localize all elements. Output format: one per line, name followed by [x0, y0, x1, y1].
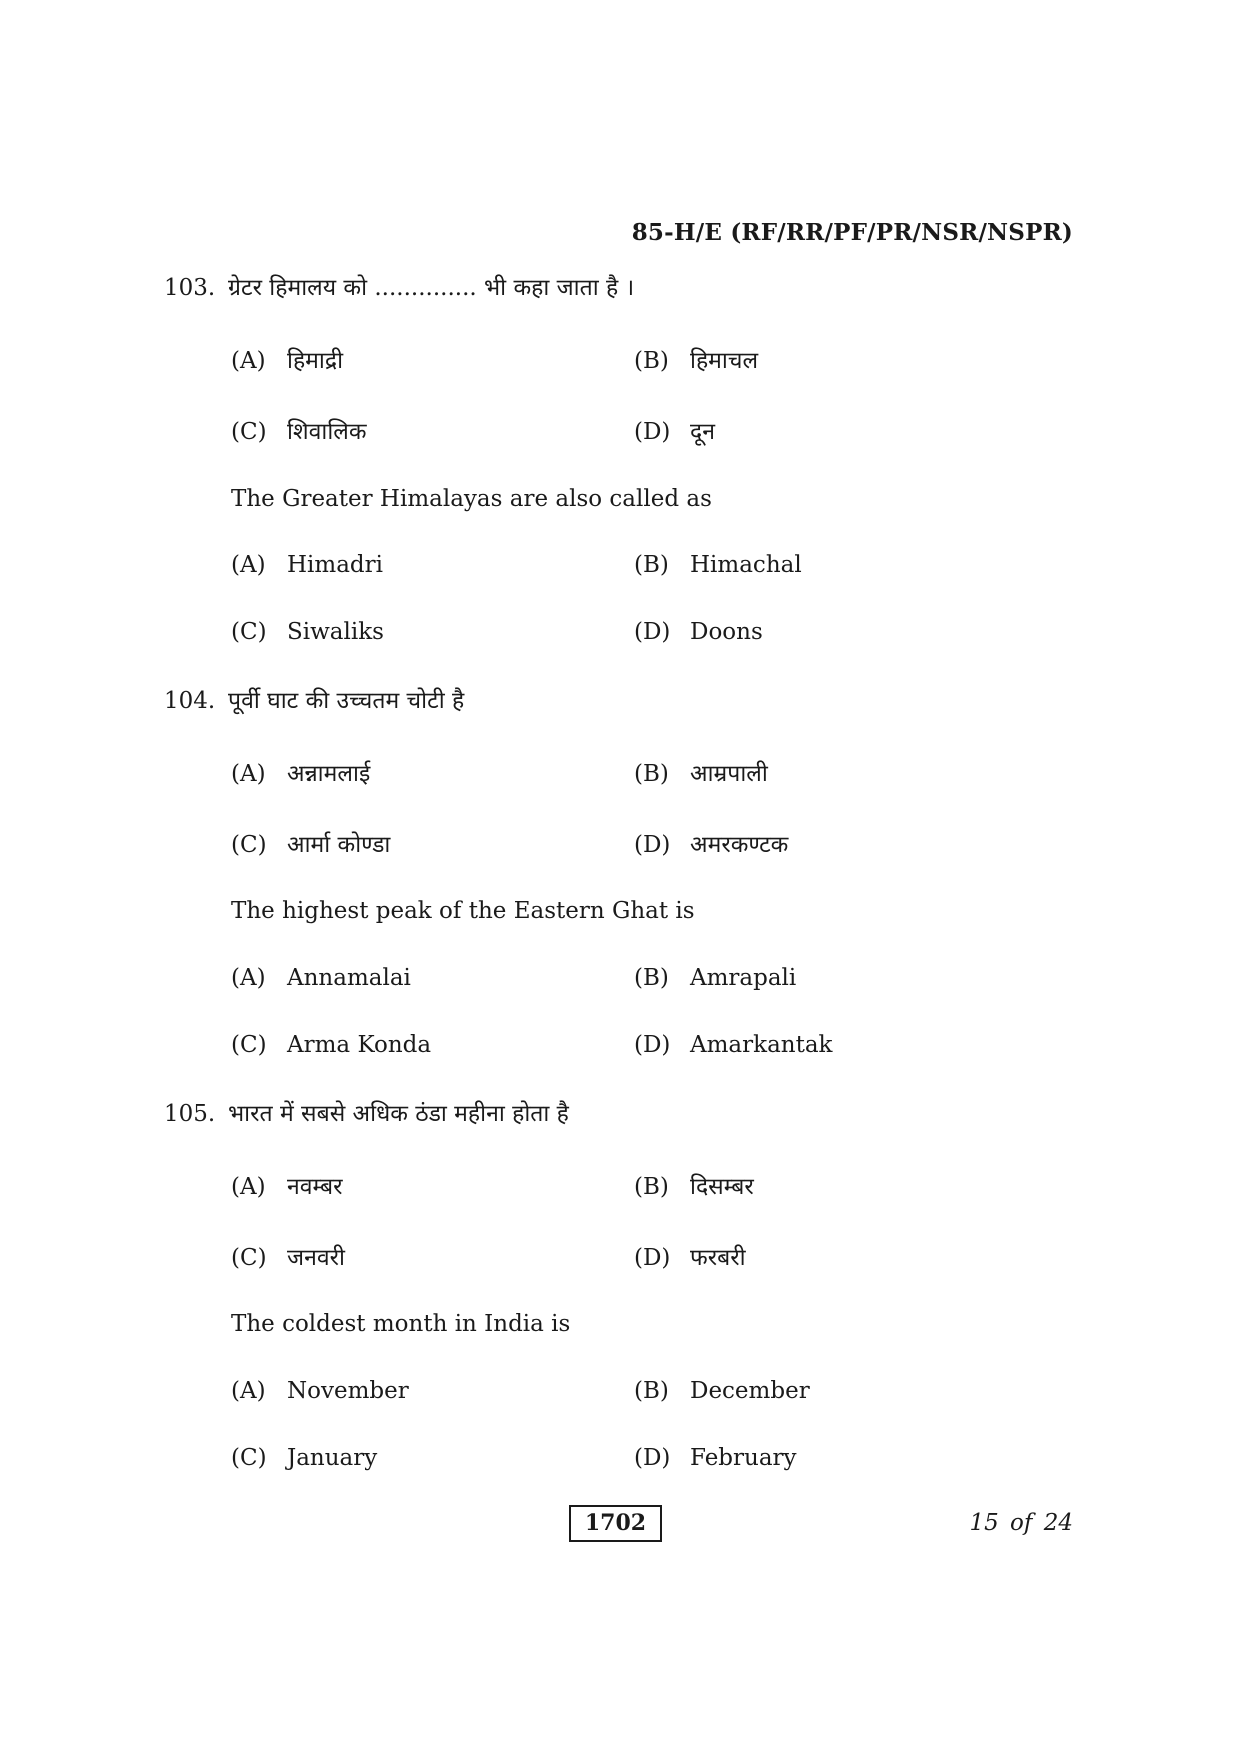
- option-a-english: (A) Himadri: [231, 552, 384, 578]
- question-text-english: The Greater Himalayas are also called as: [231, 486, 712, 512]
- question-number: 104.: [164, 688, 216, 714]
- option-a-english: (A) November: [231, 1378, 409, 1404]
- question-103-hindi: [164, 270, 634, 302]
- option-d-hindi: (D) दून: [634, 419, 715, 445]
- question-text-hindi: ग्रेटर हिमालय को .............. भी कहा जाता है ।: [228, 275, 635, 301]
- question-number: 105.: [164, 1101, 216, 1127]
- option-c-hindi: (C) आर्मा कोण्डा: [231, 832, 391, 858]
- option-c-english: (C) January: [231, 1445, 378, 1471]
- option-c-hindi: (C) जनवरी: [231, 1245, 345, 1271]
- paper-code: 85-H/E (RF/RR/PF/PR/NSR/NSPR): [631, 219, 1073, 246]
- option-b-english: (B) Himachal: [634, 552, 802, 578]
- option-d-english: (D) February: [634, 1445, 797, 1471]
- option-c-english: (C) Arma Konda: [231, 1032, 432, 1058]
- question-105-hindi: [164, 1096, 569, 1128]
- option-a-hindi: (A) नवम्बर: [231, 1174, 343, 1200]
- option-a-hindi: (A) अन्नामलाई: [231, 761, 371, 787]
- option-b-hindi: (B) हिमाचल: [634, 348, 759, 374]
- option-b-english: (B) December: [634, 1378, 810, 1404]
- question-104-hindi: [164, 683, 464, 715]
- option-b-hindi: (B) दिसम्बर: [634, 1174, 754, 1200]
- option-d-hindi: (D) अमरकण्टक: [634, 832, 789, 858]
- option-a-hindi: (A) हिमाद्री: [231, 348, 344, 374]
- option-c-english: (C) Siwaliks: [231, 619, 384, 645]
- question-text-hindi: भारत में सबसे अधिक ठंडा महीना होता है: [228, 1101, 569, 1127]
- question-text-english: The coldest month in India is: [231, 1311, 571, 1337]
- question-number: 103.: [164, 275, 216, 301]
- option-d-english: (D) Amarkantak: [634, 1032, 833, 1058]
- option-d-english: (D) Doons: [634, 619, 763, 645]
- page-number: 15 of 24: [969, 1510, 1073, 1536]
- question-text-english: The highest peak of the Eastern Ghat is: [231, 898, 695, 924]
- option-b-hindi: (B) आम्रपाली: [634, 761, 768, 787]
- option-b-english: (B) Amrapali: [634, 965, 797, 991]
- booklet-code-box: 1702: [569, 1505, 662, 1542]
- option-c-hindi: (C) शिवालिक: [231, 419, 367, 445]
- option-d-hindi: (D) फरबरी: [634, 1245, 746, 1271]
- question-text-hindi: पूर्वी घाट की उच्चतम चोटी है: [228, 688, 465, 714]
- option-a-english: (A) Annamalai: [231, 965, 411, 991]
